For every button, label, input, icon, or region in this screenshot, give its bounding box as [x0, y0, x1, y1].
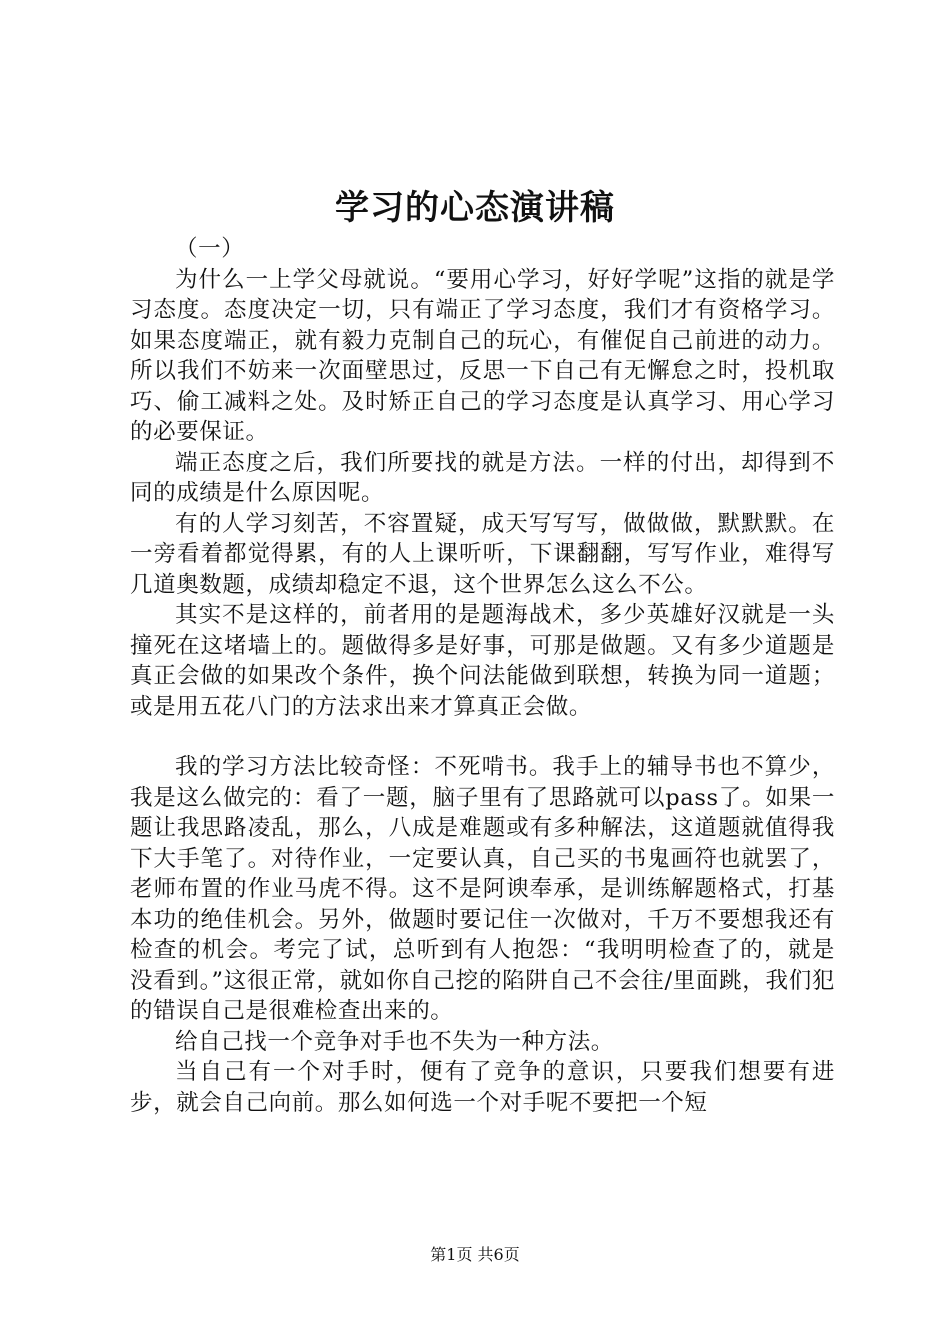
- document-title: 学习的心态演讲稿: [335, 188, 615, 228]
- page-number-footer: 第1页 共6页: [430, 1245, 520, 1264]
- paragraph: 有的人学习刻苦，不容置疑，成天写写写，做做做，默默默。在一旁看着都觉得累，有的人上课听听，下课翻翻，写写作业，难得写几道奥数题，成绩却稳定不退，这个世界怎么这么不公。: [130, 510, 835, 598]
- paragraph: 当自己有一个对手时，便有了竞争的意识，只要我们想要有进步，就会自己向前。那么如何选一个对手呢不要把一个短: [130, 1059, 835, 1116]
- paragraph: 为什么一上学父母就说。“要用心学习，好好学呢”这指的就是学习态度。态度决定一切，只有端正了学习态度，我们才有资格学习。如果态度端正，就有毅力克制自己的玩心，有催促自己前进的动力。所以我们不妨来一次面壁思过，反思一下自己有无懈怠之时，投机取巧、偷工减料之处。及时矫正自己的学习态度是认真学习、用心学习的必要保证。: [130, 266, 835, 445]
- section-number: （一）: [175, 236, 245, 262]
- document-body: [130, 234, 835, 1118]
- paragraph: 其实不是这样的，前者用的是题海战术，多少英雄好汉就是一头撞死在这堵墙上的。题做得多是好事，可那是做题。又有多少道题是真正会做的如果改个条件，换个问法能做到联想，转换为同一道题；或是用五花八门的方法求出来才算真正会做。: [130, 602, 835, 720]
- paragraph: 我的学习方法比较奇怪：不死啃书。我手上的辅导书也不算少，我是这么做完的：看了一题，脑子里有了思路就可以pass了。如果一题让我思路凌乱，那么，八成是难题或有多种解法，这道题就值得我下大手笔了。对待作业，一定要认真，自己买的书鬼画符也就罢了，老师布置的作业马虎不得。这不是阿谀奉承，是训练解题格式，打基本功的绝佳机会。另外，做题时要记住一次做对，千万不要想我还有检查的机会。考完了试，总听到有人抱怨：“我明明检查了的，就是没看到。”这很正常，就如你自己挖的陷阱自己不会往/里面跳，我们犯的错误自己是很难检查出来的。: [130, 754, 835, 1024]
- paragraph: 给自己找一个竞争对手也不失为一种方法。: [175, 1028, 614, 1055]
- paragraph: 端正态度之后，我们所要找的就是方法。一样的付出，却得到不同的成绩是什么原因呢。: [130, 449, 835, 506]
